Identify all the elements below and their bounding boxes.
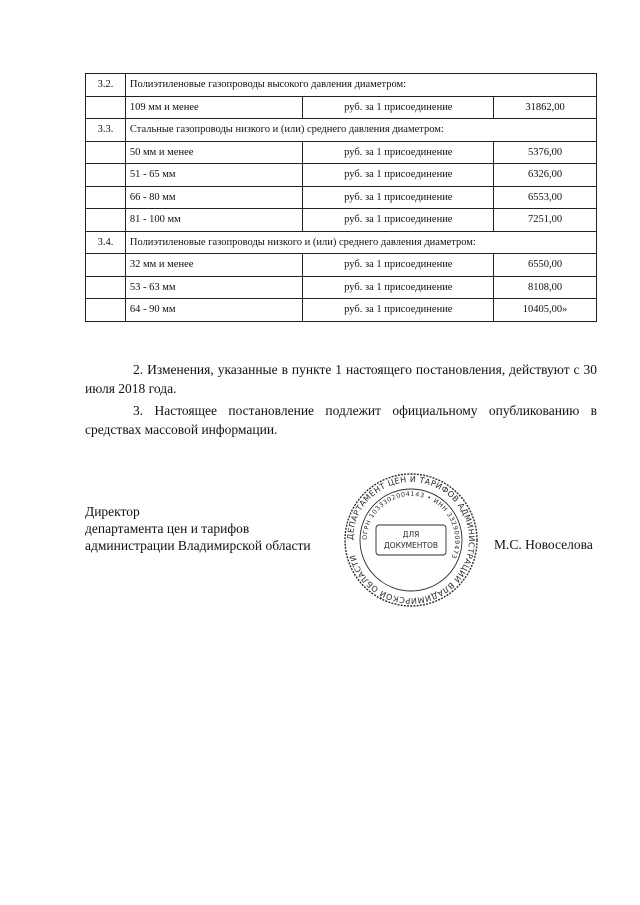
signer-position — [85, 503, 311, 554]
empty-number-cell — [86, 141, 126, 164]
signer-position-line: администрации Владимирской области — [85, 538, 311, 553]
price-cell: 10405,00» — [494, 299, 597, 322]
section-row — [86, 119, 597, 142]
price-cell: 31862,00 — [494, 96, 597, 119]
empty-number-cell — [86, 164, 126, 187]
price-cell: 6550,00 — [494, 254, 597, 277]
tariff-row — [86, 164, 597, 187]
official-seal — [341, 470, 481, 610]
unit-cell: руб. за 1 присоединение — [303, 141, 494, 164]
tariff-table — [85, 73, 597, 322]
section-row — [86, 231, 597, 254]
price-cell: 8108,00 — [494, 276, 597, 299]
unit-cell: руб. за 1 присоединение — [303, 164, 494, 187]
diameter-cell: 32 мм и менее — [125, 254, 303, 277]
tariff-row — [86, 276, 597, 299]
section-title: Полиэтиленовые газопроводы высокого давления диаметром: — [125, 74, 596, 97]
empty-number-cell — [86, 254, 126, 277]
diameter-cell: 109 мм и менее — [125, 96, 303, 119]
diameter-cell: 51 - 65 мм — [125, 164, 303, 187]
seal-inner-text: ОГРН 1033302004143 • ИНН 3329009473 — [361, 490, 461, 560]
signer-name: М.С. Новоселова — [494, 537, 593, 552]
section-title: Стальные газопроводы низкого и (или) среднего давления диаметром: — [125, 119, 596, 142]
section-row — [86, 74, 597, 97]
seal-outer-text: ДЕПАРТАМЕНТ ЦЕН И ТАРИФОВ АДМИНИСТРАЦИИ ВЛАДИМИРСКОЙ ОБЛАСТИ — [345, 474, 477, 606]
diameter-cell: 81 - 100 мм — [125, 209, 303, 232]
empty-number-cell — [86, 186, 126, 209]
price-cell: 6553,00 — [494, 186, 597, 209]
tariff-table-body — [86, 74, 597, 322]
price-cell: 6326,00 — [494, 164, 597, 187]
tariff-row — [86, 254, 597, 277]
tariff-row — [86, 96, 597, 119]
signer-position-line: Директор — [85, 504, 140, 519]
section-number: 3.4. — [86, 231, 126, 254]
unit-cell: руб. за 1 присоединение — [303, 276, 494, 299]
seal-center-line2: ДОКУМЕНТОВ — [383, 541, 439, 550]
price-cell: 5376,00 — [494, 141, 597, 164]
tariff-row — [86, 141, 597, 164]
section-title: Полиэтиленовые газопроводы низкого и (или) среднего давления диаметром: — [125, 231, 596, 254]
section-number: 3.3. — [86, 119, 126, 142]
paragraph-publication: 3. Настоящее постановление подлежит официальному опубликованию в средствах массовой информации. — [85, 403, 597, 437]
empty-number-cell — [86, 209, 126, 232]
unit-cell: руб. за 1 присоединение — [303, 96, 494, 119]
empty-number-cell — [86, 276, 126, 299]
unit-cell: руб. за 1 присоединение — [303, 209, 494, 232]
empty-number-cell — [86, 299, 126, 322]
price-cell: 7251,00 — [494, 209, 597, 232]
unit-cell: руб. за 1 присоединение — [303, 186, 494, 209]
seal-center-line1: ДЛЯ — [402, 530, 420, 539]
tariff-row — [86, 186, 597, 209]
paragraph-effective-date: 2. Изменения, указанные в пункте 1 настоящего постановления, действуют с 30 июля 2018 года. — [85, 362, 597, 396]
diameter-cell: 64 - 90 мм — [125, 299, 303, 322]
diameter-cell: 50 мм и менее — [125, 141, 303, 164]
tariff-row — [86, 209, 597, 232]
unit-cell: руб. за 1 присоединение — [303, 254, 494, 277]
diameter-cell: 66 - 80 мм — [125, 186, 303, 209]
diameter-cell: 53 - 63 мм — [125, 276, 303, 299]
unit-cell: руб. за 1 присоединение — [303, 299, 494, 322]
empty-number-cell — [86, 96, 126, 119]
signer-position-line: департамента цен и тарифов — [85, 521, 250, 536]
tariff-row — [86, 299, 597, 322]
section-number: 3.2. — [86, 74, 126, 97]
